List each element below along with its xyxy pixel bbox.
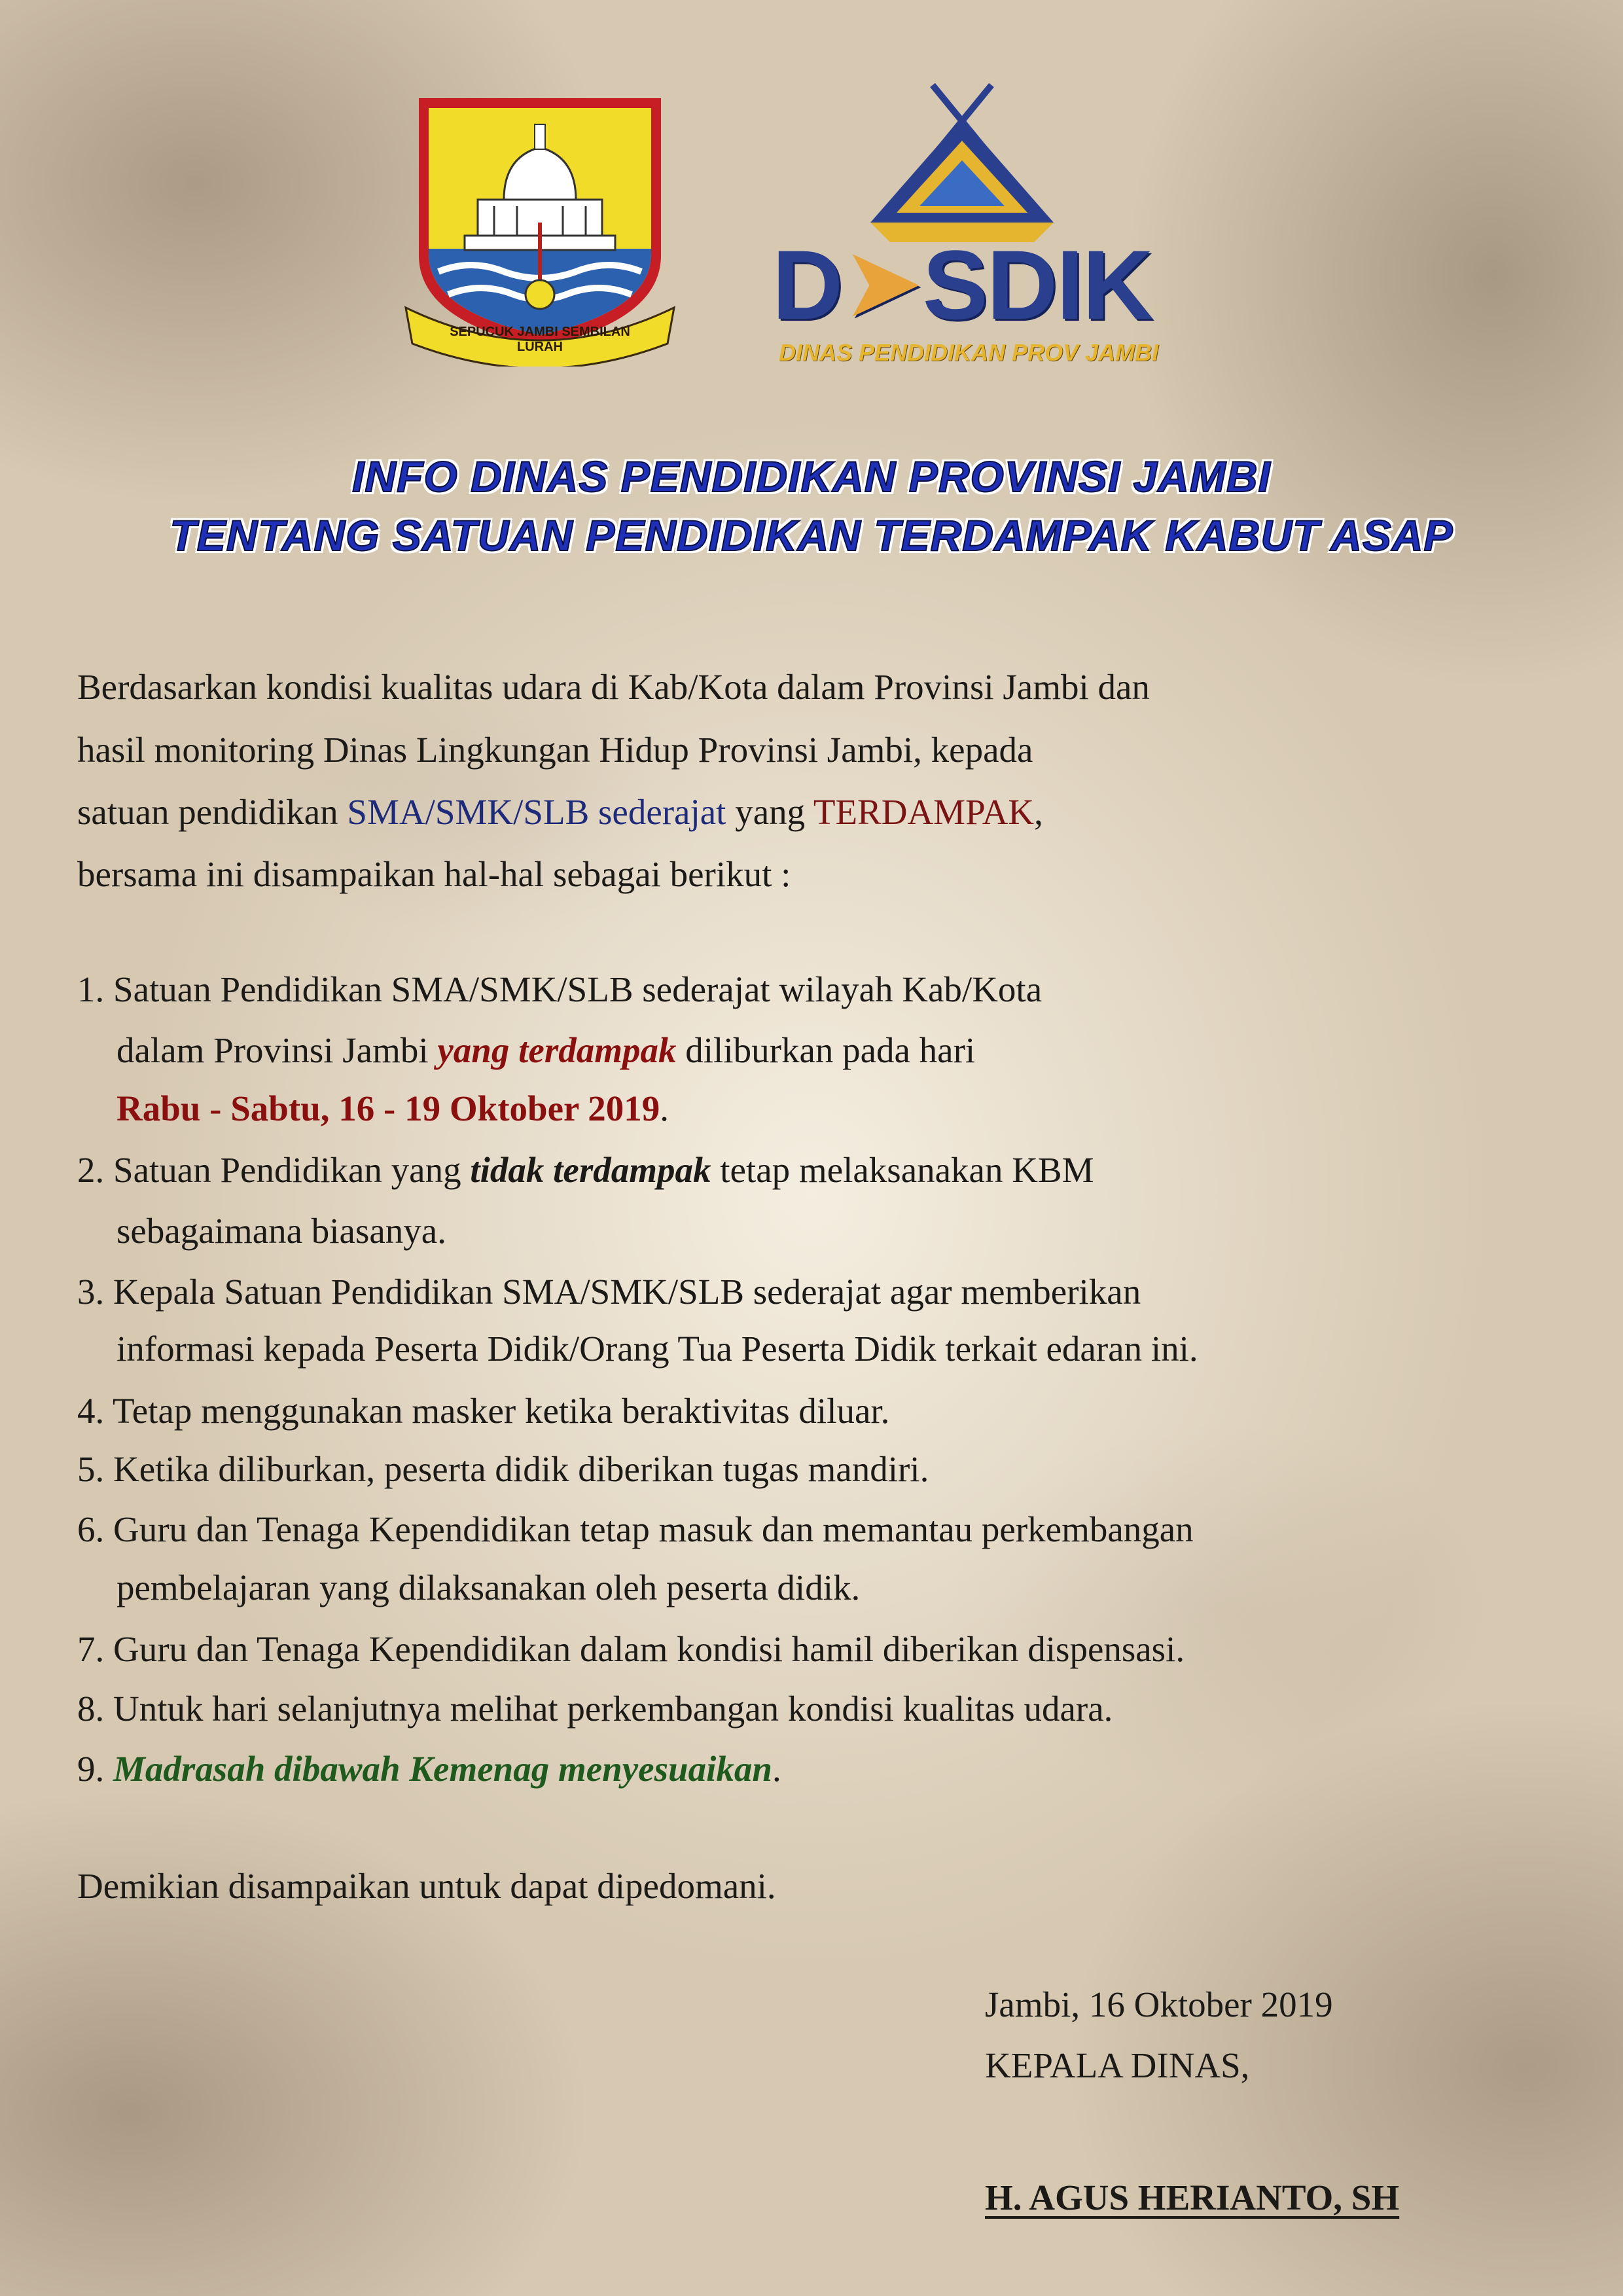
closing-statement: Demikian disampaikan untuk dapat dipedomani. (77, 1866, 776, 1906)
item-8: 8. Untuk hari selanjutnya melihat perkembangan kondisi kualitas udara. (77, 1689, 1113, 1729)
jambi-crest-motto: SEPUCUK JAMBI SEMBILAN LURAH (450, 325, 630, 354)
intro-l3-text: satuan pendidikan (77, 792, 348, 832)
intro-school-types: SMA/SMK/SLB sederajat (347, 792, 726, 832)
item-9 (77, 1751, 781, 1787)
disdik-word-left: D (772, 230, 842, 340)
intro-line-1: Berdasarkan kondisi kualitas udara di Kab/Kota dalam Provinsi Jambi dan (77, 667, 1150, 707)
item-1-line-3 (116, 1090, 669, 1126)
item-1-line-2 (116, 1032, 975, 1068)
item-4: 4. Tetap menggunakan masker ketika beraktivitas diluar. (77, 1391, 890, 1431)
signature-place-date: Jambi, 16 Oktober 2019 (985, 1984, 1333, 2024)
item-6-line-1: 6. Guru dan Tenaga Kependidikan tetap masuk dan memantau perkembangan (77, 1509, 1194, 1549)
signature-position: KEPALA DINAS, (985, 2045, 1250, 2085)
item-5: 5. Ketika diliburkan, peserta didik diberikan tugas mandiri. (77, 1449, 929, 1489)
intro-line-4: bersama ini disampaikan hal-hal sebagai berikut : (77, 854, 791, 894)
intro-terdampak: TERDAMPAK (813, 792, 1035, 832)
rocket-icon: ➤ (842, 227, 923, 337)
item-6-line-2: pembelajaran yang dilaksanakan oleh peserta didik. (116, 1568, 861, 1607)
disdik-wordmark (746, 227, 1178, 340)
item-9-madrasah: Madrasah dibawah Kemenag menyesuaikan (113, 1749, 772, 1789)
page-title-line2: TENTANG SATUAN PENDIDIKAN TERDAMPAK KABUT ASAP (169, 511, 1454, 560)
item-1-l2-end: diliburkan pada hari (676, 1030, 976, 1070)
item-2-l1-end: tetap melaksanakan KBM (711, 1150, 1094, 1190)
intro-line-2: hasil monitoring Dinas Lingkungan Hidup Provinsi Jambi, kepada (77, 730, 1033, 770)
signature-name: H. AGUS HERIANTO, SH (985, 2178, 1400, 2217)
jambi-crest-logo (393, 85, 687, 367)
item-1-period: . (660, 1088, 669, 1128)
item-9-number: 9. (77, 1749, 113, 1789)
item-7: 7. Guru dan Tenaga Kependidikan dalam kondisi hamil diberikan dispensasi. (77, 1629, 1185, 1669)
item-9-period: . (772, 1749, 781, 1789)
item-1-l2-text: dalam Provinsi Jambi (116, 1030, 438, 1070)
disdik-roof-emblem (746, 79, 1178, 249)
intro-l3-yang: yang (726, 792, 813, 832)
item-2-l1-text: 2. Satuan Pendidikan yang (77, 1150, 471, 1190)
disdik-word-right: SDIK (922, 230, 1152, 340)
item-3-line-1: 3. Kepala Satuan Pendidikan SMA/SMK/SLB sederajat agar memberikan (77, 1272, 1141, 1312)
page-title-line1: INFO DINAS PENDIDIKAN PROVINSI JAMBI (352, 452, 1271, 501)
disdik-subtitle: DINAS PENDIDIKAN PROV JAMBI (778, 339, 1159, 366)
item-2-line-1 (77, 1152, 1094, 1188)
disdik-logo (746, 79, 1178, 373)
item-1-line-1: 1. Satuan Pendidikan SMA/SMK/SLB sederajat wilayah Kab/Kota (77, 969, 1043, 1009)
item-1-affected: yang terdampak (437, 1030, 677, 1070)
intro-line-3 (77, 794, 1043, 830)
item-1-holiday-dates: Rabu - Sabtu, 16 - 19 Oktober 2019 (116, 1088, 660, 1128)
item-3-line-2: informasi kepada Peserta Didik/Orang Tua Peserta Didik terkait edaran ini. (116, 1329, 1198, 1369)
intro-l3-comma: , (1034, 792, 1043, 832)
item-2-not-affected: tidak terdampak (470, 1150, 711, 1190)
item-2-line-2: sebagaimana biasanya. (116, 1211, 446, 1251)
